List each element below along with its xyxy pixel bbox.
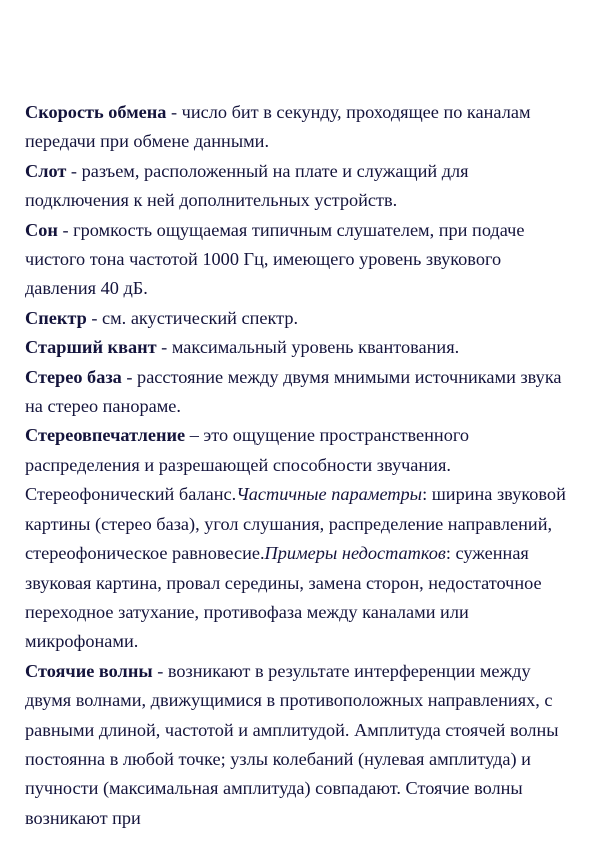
- glossary-entry-spectrum: [25, 304, 575, 333]
- glossary-term: Старший квант: [25, 337, 157, 358]
- glossary-body: [25, 98, 575, 833]
- glossary-definition: - число бит в секунду, проходящее по каналам передачи при обмене данными.: [25, 102, 531, 152]
- glossary-entry-senior-quantum: [25, 333, 575, 362]
- glossary-definition: - максимальный уровень квантования.: [156, 337, 460, 358]
- glossary-definition: - расстояние между двумя мнимыми источниками звука на стерео панораме.: [25, 366, 562, 417]
- glossary-entry-stereo-base: [25, 363, 575, 422]
- glossary-term: Скорость обмена: [25, 102, 167, 122]
- glossary-definition: - громкость ощущаемая типичным слушателем, при подаче чистого тона частотой 1000 Гц, имеющего уровень звукового давления 40 дБ.: [25, 219, 525, 299]
- glossary-italic-phrase: Частичные параметры: [236, 484, 423, 505]
- glossary-entry-slot: [25, 157, 575, 216]
- glossary-entry-exchange-rate: [25, 98, 575, 157]
- glossary-definition: - см. акустический спектр.: [86, 307, 299, 328]
- glossary-term: Спектр: [25, 307, 87, 328]
- glossary-definition: - разъем, расположенный на плате и служащий для подключения к ней дополнительных устройств.: [25, 160, 469, 211]
- glossary-definition: – это ощущение пространственного распределения и разрешающей способности звучания. Стереофонический баланс.: [25, 425, 470, 505]
- glossary-entry-stereo-impression: [25, 421, 575, 656]
- glossary-entry-standing-waves: [25, 657, 575, 833]
- glossary-term: Сон: [25, 219, 58, 240]
- glossary-term: Слот: [25, 160, 67, 181]
- glossary-definition-continued: : ширина звуковой картины (стерео база), угол слушания, распределение направлений, стереофоническое равновесие.: [25, 484, 566, 564]
- glossary-term: Стоячие волны: [25, 660, 153, 681]
- glossary-definition-continued: : суженная звуковая картина, провал середины, замена сторон, недостаточное переходное затухание, противофаза между каналами или микрофонами.: [25, 543, 542, 652]
- glossary-definition: - возникают в результате интерференции между двумя волнами, движущимися в противоположных направлениях, с равными длиной, частотой и амплитудой. Амплитуда стоячей волны постоянна в любой точке; узлы колебаний (нулевая амплитуда) и пучности (максимальная амплитуда) совпадают. Стоячие волны возникают при: [25, 660, 559, 828]
- glossary-term: Стерео база: [25, 366, 122, 387]
- glossary-entry-son: [25, 216, 575, 304]
- glossary-italic-phrase: Примеры недостатков: [264, 543, 446, 564]
- glossary-term: Стереовпечатление: [25, 425, 186, 446]
